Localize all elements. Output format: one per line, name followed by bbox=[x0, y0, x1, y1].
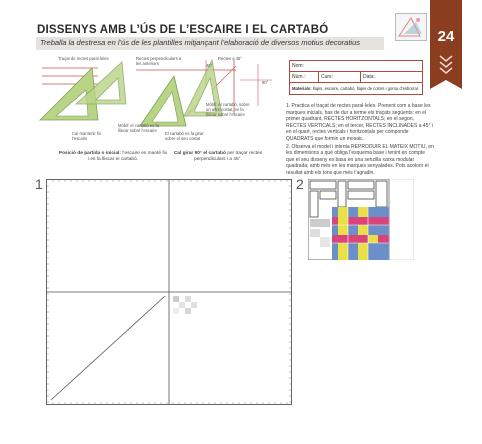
chevron-icon bbox=[438, 67, 454, 75]
page-number: 24 bbox=[437, 28, 455, 45]
caption-right bbox=[168, 151, 268, 162]
instruction-2: 2. Observa el model i intenta REPRODUIR EL MATEIX MOTIU, en les dimensions a què obliga l’esquema base i tenint en compte que el seu disseny es basa en una senzilla xarxa modular quadrada; amb més en les marques senyalades. Pots acolorir el resultat amb els tons que més t’agradin. bbox=[286, 143, 434, 176]
date-label: Data: bbox=[360, 72, 375, 82]
caption-right-bold: Cal girar 90° el cartabó bbox=[173, 151, 226, 156]
label-pivot: El cartabó es fa girar sobre el seu costat bbox=[165, 131, 204, 141]
exercise-2-pattern[interactable] bbox=[308, 179, 414, 260]
label-mobile: Mòbil: el cartabó es fa lliscar sobre l’escaire bbox=[118, 123, 159, 133]
page-title: DISSENYS AMB L’ÚS DE L’ESCAIRE I EL CARTABÓ bbox=[37, 24, 329, 36]
page-subtitle: Treballa la destresa en l’ús de les plantilles mitjançant l’elaboració de diversos motius decoratius bbox=[40, 38, 361, 47]
label-45-small: 45° bbox=[206, 63, 213, 68]
name-label: Nom: bbox=[292, 63, 304, 69]
ribbon-tail bbox=[430, 80, 462, 89]
label-45: Rectes a 45° bbox=[218, 56, 243, 61]
exercise-2-number: 2 bbox=[296, 176, 304, 192]
materials-label: Materials: bbox=[292, 86, 312, 91]
instructions bbox=[286, 103, 434, 178]
form-row-name bbox=[290, 61, 422, 72]
label-parallel: Traçat de rectes paral·leles bbox=[58, 56, 109, 61]
label-held: Cal mantenir fix l’escaire bbox=[72, 131, 102, 141]
exercise-1-grid[interactable] bbox=[46, 179, 292, 405]
form-row-num bbox=[290, 72, 422, 83]
instruction-1: 1. Practica el traçat de rectes paral·leles. Prenent com a base les marques inicials, has de dur a terme els traçats següents: en el primer quadrant, RECTES HORITZONTALS; en el segon, RECTES VERTICALS; en el tercer, RECTES INCLINADES a 45° i en el quart, rectes verticals i horitzontals per componde QUADRATS que formin un mosaic. bbox=[286, 103, 433, 142]
caption-left-bold: Posició de partida o inicial: bbox=[58, 151, 121, 156]
student-form bbox=[289, 60, 423, 95]
caption-right-text: per traçar rectes perpendiculars i a 45°. bbox=[194, 151, 263, 162]
num-label: Núm.: bbox=[292, 74, 306, 80]
form-row-materials bbox=[290, 83, 422, 94]
illustration-thumbnail bbox=[395, 13, 427, 41]
label-90: 90° bbox=[262, 80, 269, 85]
caption-left-text: l’escaire es manté fix i es fa lliscar el cartabó. bbox=[87, 151, 168, 162]
materials-value: llapis, escaire, cartabó, llapis de colors i goma d’esborrar. bbox=[312, 86, 420, 91]
label-perpendicular: Rectes perpendiculars a les anteriors bbox=[136, 56, 182, 66]
course-label: Curs: bbox=[318, 72, 333, 82]
caption-left bbox=[58, 151, 168, 162]
label-mobile-2: Mòbil: el cartabó, sobre un altre costat, es fa lliscar sobre l’escaire bbox=[206, 102, 250, 117]
exercise-1-number: 1 bbox=[35, 176, 43, 192]
